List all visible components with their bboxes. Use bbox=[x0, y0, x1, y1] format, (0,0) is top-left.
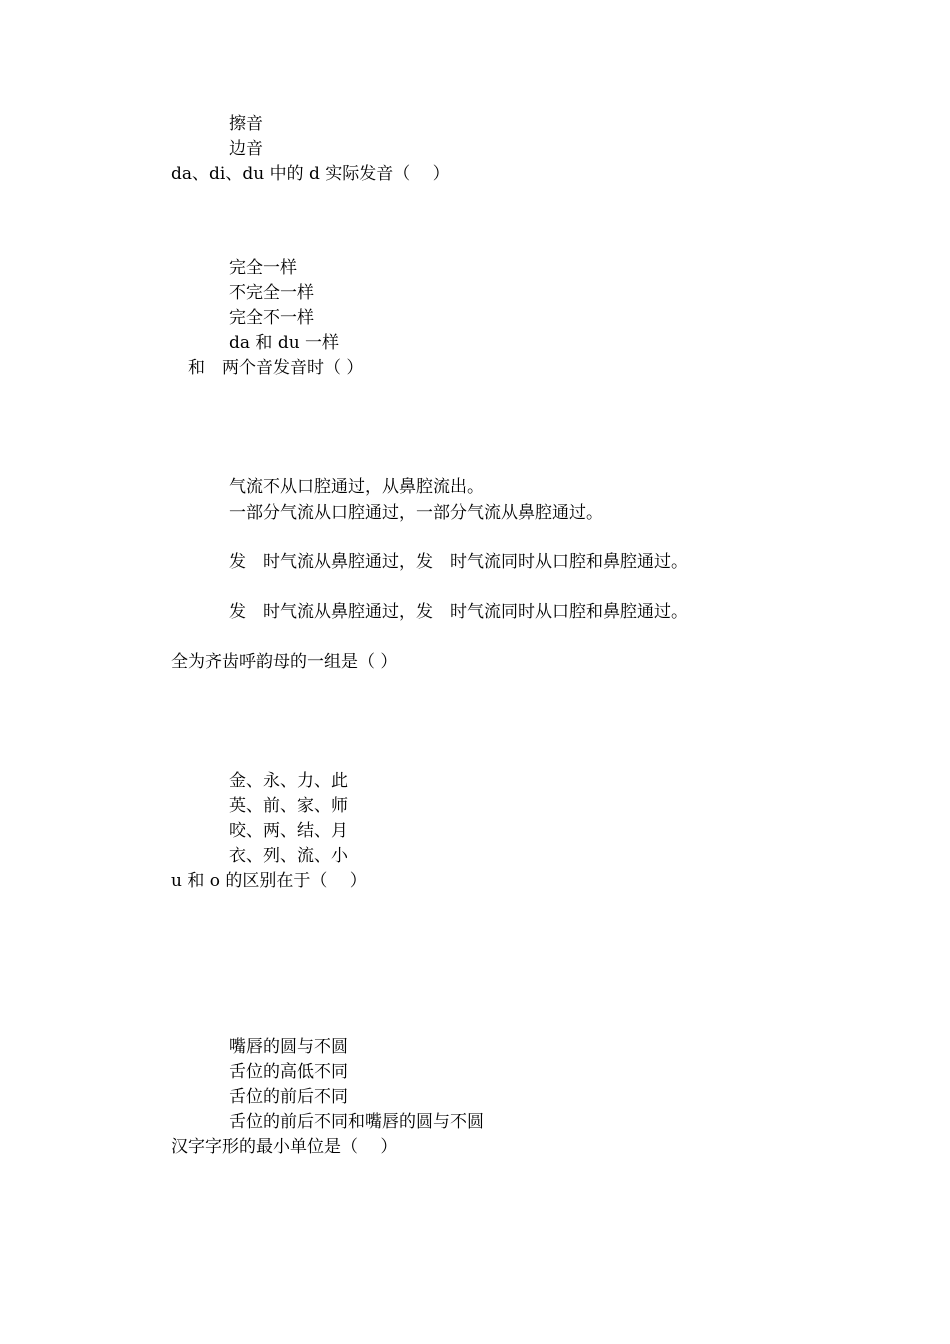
question-3: 全为齐齿呼韵母的一组是（ ） bbox=[171, 652, 398, 672]
option-q1-a: 完全一样 bbox=[229, 258, 297, 278]
option-q2-d: 发 时气流从鼻腔通过，发 时气流同时从口腔和鼻腔通过。 bbox=[229, 602, 688, 622]
option-q4-b: 舌位的高低不同 bbox=[229, 1062, 348, 1082]
question-1: da、di、du 中的 d 实际发音（ ） bbox=[171, 164, 450, 184]
question-2: 和 两个音发音时（ ） bbox=[188, 358, 364, 378]
option-q2-b: 一部分气流从口腔通过，一部分气流从鼻腔通过。 bbox=[229, 503, 603, 523]
option-q0-c: 擦音 bbox=[229, 114, 263, 134]
option-q4-a: 嘴唇的圆与不圆 bbox=[229, 1037, 348, 1057]
option-q1-b: 不完全一样 bbox=[229, 283, 314, 303]
option-q4-d: 舌位的前后不同和嘴唇的圆与不圆 bbox=[229, 1112, 484, 1132]
question-4: u 和 o 的区别在于（ ） bbox=[171, 871, 367, 891]
option-q3-a: 金、永、力、此 bbox=[229, 771, 348, 791]
option-q2-a: 气流不从口腔通过，从鼻腔流出。 bbox=[229, 477, 484, 497]
option-q3-d: 衣、列、流、小 bbox=[229, 846, 348, 866]
option-q4-c: 舌位的前后不同 bbox=[229, 1087, 348, 1107]
option-q0-d: 边音 bbox=[229, 139, 263, 159]
option-q1-c: 完全不一样 bbox=[229, 308, 314, 328]
option-q3-b: 英、前、家、师 bbox=[229, 796, 348, 816]
option-q2-c: 发 时气流从鼻腔通过，发 时气流同时从口腔和鼻腔通过。 bbox=[229, 552, 688, 572]
question-5: 汉字字形的最小单位是（ ） bbox=[171, 1137, 398, 1157]
option-q1-d: da 和 du 一样 bbox=[229, 333, 340, 353]
option-q3-c: 咬、两、结、月 bbox=[229, 821, 348, 841]
